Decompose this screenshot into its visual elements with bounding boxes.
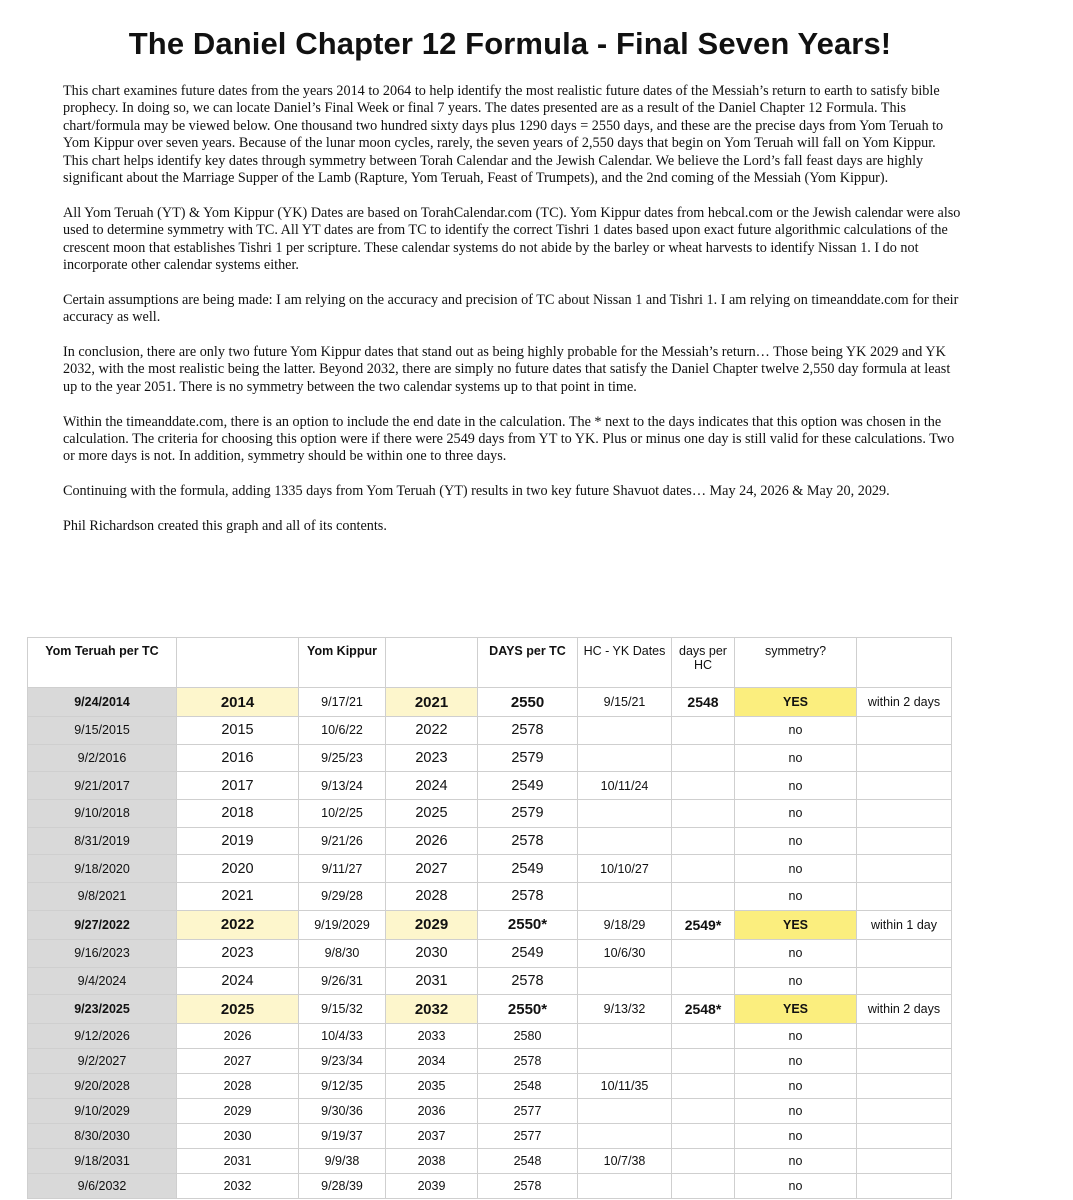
year-start-cell: 2030 xyxy=(177,1124,299,1149)
year-end-cell: 2038 xyxy=(386,1149,478,1174)
year-start-cell: 2031 xyxy=(177,1149,299,1174)
year-end-cell: 2023 xyxy=(386,744,478,772)
days-hc-cell xyxy=(672,967,735,995)
note-cell xyxy=(857,1149,952,1174)
hc-date-cell xyxy=(578,744,672,772)
header-yom-teruah: Yom Teruah per TC xyxy=(28,638,177,688)
year-start-cell: 2014 xyxy=(177,688,299,717)
hc-date-cell: 9/13/32 xyxy=(578,995,672,1024)
year-start-cell: 2027 xyxy=(177,1049,299,1074)
table-row xyxy=(28,744,952,772)
days-hc-cell xyxy=(672,772,735,800)
header-blank xyxy=(386,638,478,688)
year-end-cell: 2037 xyxy=(386,1124,478,1149)
yom-kippur-cell: 10/4/33 xyxy=(299,1024,386,1049)
hc-date-cell: 10/7/38 xyxy=(578,1149,672,1174)
yom-kippur-cell: 9/15/32 xyxy=(299,995,386,1024)
paragraph: Continuing with the formula, adding 1335 days from Yom Teruah (YT) results in two key future Shavuot dates… May 24, 2026 & May 20, 2029. xyxy=(63,483,890,500)
yom-kippur-cell: 9/13/24 xyxy=(299,772,386,800)
days-hc-cell xyxy=(672,1124,735,1149)
paragraph: Phil Richardson created this graph and all of its contents. xyxy=(63,518,387,535)
header-blank xyxy=(857,638,952,688)
year-start-cell: 2018 xyxy=(177,800,299,828)
yom-kippur-cell: 9/12/35 xyxy=(299,1074,386,1099)
symmetry-cell: no xyxy=(735,717,857,745)
symmetry-cell: YES xyxy=(735,995,857,1024)
year-start-cell: 2021 xyxy=(177,883,299,911)
year-start-cell: 2020 xyxy=(177,855,299,883)
year-start-cell: 2016 xyxy=(177,744,299,772)
table-row xyxy=(28,717,952,745)
days-hc-cell: 2549* xyxy=(672,910,735,939)
days-tc-cell: 2578 xyxy=(478,883,578,911)
yom-teruah-cell: 9/21/2017 xyxy=(28,772,177,800)
paragraph: All Yom Teruah (YT) & Yom Kippur (YK) Dates are based on TorahCalendar.com (TC). Yom Kippur dates from hebcal.com or the Jewish calendar were also used to determine symmetry with TC. All YT dates are from TC to identify the correct Tishri 1 dates based upon exact future algorithmic calculations of the crescent moon that establishes Tishri 1 per scripture. These calendar systems do not abide by the barley or wheat harvests to identify Nissan 1. I do not incorporate other calendar systems either. xyxy=(63,204,961,274)
table-row xyxy=(28,910,952,939)
yom-kippur-cell: 9/30/36 xyxy=(299,1099,386,1124)
days-tc-cell: 2550* xyxy=(478,995,578,1024)
symmetry-cell: no xyxy=(735,772,857,800)
note-cell xyxy=(857,939,952,967)
days-tc-cell: 2578 xyxy=(478,717,578,745)
table-row xyxy=(28,688,952,717)
yom-teruah-cell: 9/2/2016 xyxy=(28,744,177,772)
table-row xyxy=(28,967,952,995)
symmetry-cell: no xyxy=(735,883,857,911)
note-cell xyxy=(857,1024,952,1049)
symmetry-cell: no xyxy=(735,800,857,828)
table-row xyxy=(28,995,952,1024)
yom-teruah-cell: 9/10/2018 xyxy=(28,800,177,828)
note-cell xyxy=(857,744,952,772)
hc-date-cell: 9/15/21 xyxy=(578,688,672,717)
days-hc-cell: 2548* xyxy=(672,995,735,1024)
yom-kippur-cell: 9/8/30 xyxy=(299,939,386,967)
table-row xyxy=(28,1174,952,1199)
symmetry-cell: no xyxy=(735,939,857,967)
symmetry-cell: no xyxy=(735,744,857,772)
yom-teruah-cell: 9/8/2021 xyxy=(28,883,177,911)
note-cell xyxy=(857,1074,952,1099)
yom-kippur-cell: 9/29/28 xyxy=(299,883,386,911)
days-hc-cell xyxy=(672,1174,735,1199)
days-tc-cell: 2579 xyxy=(478,744,578,772)
days-hc-cell xyxy=(672,744,735,772)
header-days-per-tc: DAYS per TC xyxy=(478,638,578,688)
hc-date-cell xyxy=(578,1124,672,1149)
days-tc-cell: 2578 xyxy=(478,967,578,995)
days-hc-cell xyxy=(672,1149,735,1174)
days-tc-cell: 2548 xyxy=(478,1149,578,1174)
days-tc-cell: 2549 xyxy=(478,939,578,967)
header-days-per-hc: days per HC xyxy=(672,638,735,688)
days-tc-cell: 2578 xyxy=(478,827,578,855)
yom-teruah-cell: 9/12/2026 xyxy=(28,1024,177,1049)
symmetry-cell: no xyxy=(735,1074,857,1099)
note-cell xyxy=(857,1124,952,1149)
year-end-cell: 2027 xyxy=(386,855,478,883)
table-row xyxy=(28,1149,952,1174)
table-row xyxy=(28,1124,952,1149)
yom-teruah-cell: 9/15/2015 xyxy=(28,717,177,745)
hc-date-cell xyxy=(578,883,672,911)
symmetry-cell: no xyxy=(735,1049,857,1074)
hc-date-cell: 10/10/27 xyxy=(578,855,672,883)
table-row xyxy=(28,855,952,883)
yom-kippur-cell: 9/23/34 xyxy=(299,1049,386,1074)
table-row xyxy=(28,772,952,800)
days-hc-cell xyxy=(672,800,735,828)
hc-date-cell: 10/6/30 xyxy=(578,939,672,967)
hc-date-cell xyxy=(578,1174,672,1199)
hc-date-cell xyxy=(578,800,672,828)
note-cell xyxy=(857,827,952,855)
year-end-cell: 2031 xyxy=(386,967,478,995)
year-start-cell: 2023 xyxy=(177,939,299,967)
days-hc-cell xyxy=(672,1024,735,1049)
yom-kippur-cell: 9/9/38 xyxy=(299,1149,386,1174)
days-tc-cell: 2548 xyxy=(478,1074,578,1099)
intro-text xyxy=(63,83,963,553)
symmetry-cell: no xyxy=(735,1099,857,1124)
hc-date-cell xyxy=(578,827,672,855)
header-yom-kippur: Yom Kippur xyxy=(299,638,386,688)
year-start-cell: 2025 xyxy=(177,995,299,1024)
hc-date-cell xyxy=(578,1049,672,1074)
yom-kippur-cell: 9/28/39 xyxy=(299,1174,386,1199)
days-tc-cell: 2550 xyxy=(478,688,578,717)
year-end-cell: 2030 xyxy=(386,939,478,967)
days-tc-cell: 2579 xyxy=(478,800,578,828)
yom-kippur-cell: 9/19/2029 xyxy=(299,910,386,939)
header-hc-yk-dates: HC - YK Dates xyxy=(578,638,672,688)
hc-date-cell: 10/11/35 xyxy=(578,1074,672,1099)
yom-kippur-cell: 9/17/21 xyxy=(299,688,386,717)
year-end-cell: 2029 xyxy=(386,910,478,939)
days-tc-cell: 2577 xyxy=(478,1124,578,1149)
days-hc-cell xyxy=(672,1074,735,1099)
symmetry-cell: no xyxy=(735,1024,857,1049)
year-end-cell: 2036 xyxy=(386,1099,478,1124)
yom-teruah-cell: 8/30/2030 xyxy=(28,1124,177,1149)
yom-kippur-cell: 9/25/23 xyxy=(299,744,386,772)
yom-teruah-cell: 9/20/2028 xyxy=(28,1074,177,1099)
year-end-cell: 2035 xyxy=(386,1074,478,1099)
year-end-cell: 2026 xyxy=(386,827,478,855)
yom-kippur-cell: 9/21/26 xyxy=(299,827,386,855)
year-start-cell: 2028 xyxy=(177,1074,299,1099)
yom-kippur-cell: 9/19/37 xyxy=(299,1124,386,1149)
yom-teruah-cell: 9/10/2029 xyxy=(28,1099,177,1124)
hc-date-cell: 9/18/29 xyxy=(578,910,672,939)
days-hc-cell xyxy=(672,939,735,967)
header-blank xyxy=(177,638,299,688)
note-cell xyxy=(857,1049,952,1074)
hc-date-cell xyxy=(578,1024,672,1049)
hc-date-cell xyxy=(578,1099,672,1124)
year-start-cell: 2024 xyxy=(177,967,299,995)
yom-teruah-cell: 9/6/2032 xyxy=(28,1174,177,1199)
yom-teruah-cell: 9/24/2014 xyxy=(28,688,177,717)
symmetry-cell: no xyxy=(735,1149,857,1174)
paragraph: Within the timeanddate.com, there is an option to include the end date in the calculation. The * next to the days indicates that this option was chosen in the calculation. The criteria for choosing this option were if there were 2549 days from YT to YK. Plus or minus one day is still valid for these calculations. Two or more days is not. In addition, symmetry should be within one to three days. xyxy=(63,413,955,465)
days-tc-cell: 2578 xyxy=(478,1049,578,1074)
symmetry-cell: no xyxy=(735,967,857,995)
table-row xyxy=(28,800,952,828)
table-row xyxy=(28,883,952,911)
yom-teruah-cell: 9/18/2020 xyxy=(28,855,177,883)
year-end-cell: 2024 xyxy=(386,772,478,800)
symmetry-cell: YES xyxy=(735,688,857,717)
hc-date-cell xyxy=(578,717,672,745)
yom-teruah-cell: 9/4/2024 xyxy=(28,967,177,995)
year-start-cell: 2017 xyxy=(177,772,299,800)
year-end-cell: 2034 xyxy=(386,1049,478,1074)
year-end-cell: 2033 xyxy=(386,1024,478,1049)
table-row xyxy=(28,827,952,855)
paragraph: This chart examines future dates from the years 2014 to 2064 to help identify the most realistic future dates of the Messiah’s return to earth to satisfy bible prophecy. In doing so, we can locate Daniel’s Final Week or final 7 years. The dates presented are as a result of the Daniel Chapter 12 Formula. This chart/formula may be viewed below. One thousand two hundred sixty days plus 1290 days = 2550 days, and these are the precise days from Yom Teruah to Yom Kippur over seven years. Because of the lunar moon cycles, rarely, the seven years of 2,550 days that begin on Yom Teruah will fall on Yom Kippur. This chart helps identify key dates through symmetry between Torah Calendar and the Jewish Calendar. We believe the Lord’s fall feast days are highly significant about the Marriage Supper of the Lamb (Rapture, Yom Teruah, Feast of Trumpets), and the 2nd coming of the Messiah (Yom Kippur). xyxy=(63,83,944,187)
days-tc-cell: 2549 xyxy=(478,772,578,800)
year-end-cell: 2025 xyxy=(386,800,478,828)
note-cell: within 2 days xyxy=(857,995,952,1024)
days-hc-cell xyxy=(672,827,735,855)
note-cell xyxy=(857,883,952,911)
symmetry-cell: no xyxy=(735,1174,857,1199)
days-hc-cell xyxy=(672,1049,735,1074)
yom-kippur-cell: 9/11/27 xyxy=(299,855,386,883)
days-tc-cell: 2580 xyxy=(478,1024,578,1049)
page-title: The Daniel Chapter 12 Formula - Final Seven Years! xyxy=(128,26,892,61)
yom-teruah-cell: 9/16/2023 xyxy=(28,939,177,967)
yom-kippur-cell: 9/26/31 xyxy=(299,967,386,995)
yom-teruah-cell: 9/27/2022 xyxy=(28,910,177,939)
year-start-cell: 2029 xyxy=(177,1099,299,1124)
note-cell xyxy=(857,772,952,800)
days-hc-cell xyxy=(672,855,735,883)
yom-teruah-cell: 9/18/2031 xyxy=(28,1149,177,1174)
year-end-cell: 2032 xyxy=(386,995,478,1024)
symmetry-cell: no xyxy=(735,1124,857,1149)
year-end-cell: 2022 xyxy=(386,717,478,745)
year-end-cell: 2028 xyxy=(386,883,478,911)
note-cell xyxy=(857,717,952,745)
yom-teruah-cell: 9/2/2027 xyxy=(28,1049,177,1074)
days-tc-cell: 2578 xyxy=(478,1174,578,1199)
note-cell xyxy=(857,855,952,883)
table-header-row xyxy=(28,638,952,688)
table-row xyxy=(28,1024,952,1049)
dates-table xyxy=(27,637,952,1199)
symmetry-cell: YES xyxy=(735,910,857,939)
note-cell: within 2 days xyxy=(857,688,952,717)
year-start-cell: 2026 xyxy=(177,1024,299,1049)
table-row xyxy=(28,1049,952,1074)
yom-teruah-cell: 9/23/2025 xyxy=(28,995,177,1024)
year-end-cell: 2021 xyxy=(386,688,478,717)
year-start-cell: 2022 xyxy=(177,910,299,939)
yom-kippur-cell: 10/2/25 xyxy=(299,800,386,828)
table-row xyxy=(28,939,952,967)
symmetry-cell: no xyxy=(735,827,857,855)
days-hc-cell xyxy=(672,883,735,911)
table-row xyxy=(28,1074,952,1099)
yom-kippur-cell: 10/6/22 xyxy=(299,717,386,745)
year-start-cell: 2015 xyxy=(177,717,299,745)
days-hc-cell xyxy=(672,717,735,745)
hc-date-cell xyxy=(578,967,672,995)
days-hc-cell: 2548 xyxy=(672,688,735,717)
paragraph: In conclusion, there are only two future Yom Kippur dates that stand out as being highly probable for the Messiah’s return… Those being YK 2029 and YK 2032, with the most realistic being the latter. Beyond 2032, there are simply no future dates that satisfy the Daniel Chapter twelve 2,550 day formula at least up to the year 2051. There is no symmetry between the two calendar systems up to that point in time. xyxy=(63,344,951,395)
days-tc-cell: 2550* xyxy=(478,910,578,939)
days-tc-cell: 2577 xyxy=(478,1099,578,1124)
year-start-cell: 2032 xyxy=(177,1174,299,1199)
year-start-cell: 2019 xyxy=(177,827,299,855)
note-cell xyxy=(857,1174,952,1199)
symmetry-cell: no xyxy=(735,855,857,883)
yom-teruah-cell: 8/31/2019 xyxy=(28,827,177,855)
note-cell: within 1 day xyxy=(857,910,952,939)
days-tc-cell: 2549 xyxy=(478,855,578,883)
note-cell xyxy=(857,800,952,828)
note-cell xyxy=(857,967,952,995)
days-hc-cell xyxy=(672,1099,735,1124)
paragraph: Certain assumptions are being made: I am relying on the accuracy and precision of TC about Nissan 1 and Tishri 1. I am relying on timeanddate.com for their accuracy as well. xyxy=(63,291,959,326)
table-row xyxy=(28,1099,952,1124)
year-end-cell: 2039 xyxy=(386,1174,478,1199)
note-cell xyxy=(857,1099,952,1124)
hc-date-cell: 10/11/24 xyxy=(578,772,672,800)
header-symmetry: symmetry? xyxy=(735,638,857,688)
